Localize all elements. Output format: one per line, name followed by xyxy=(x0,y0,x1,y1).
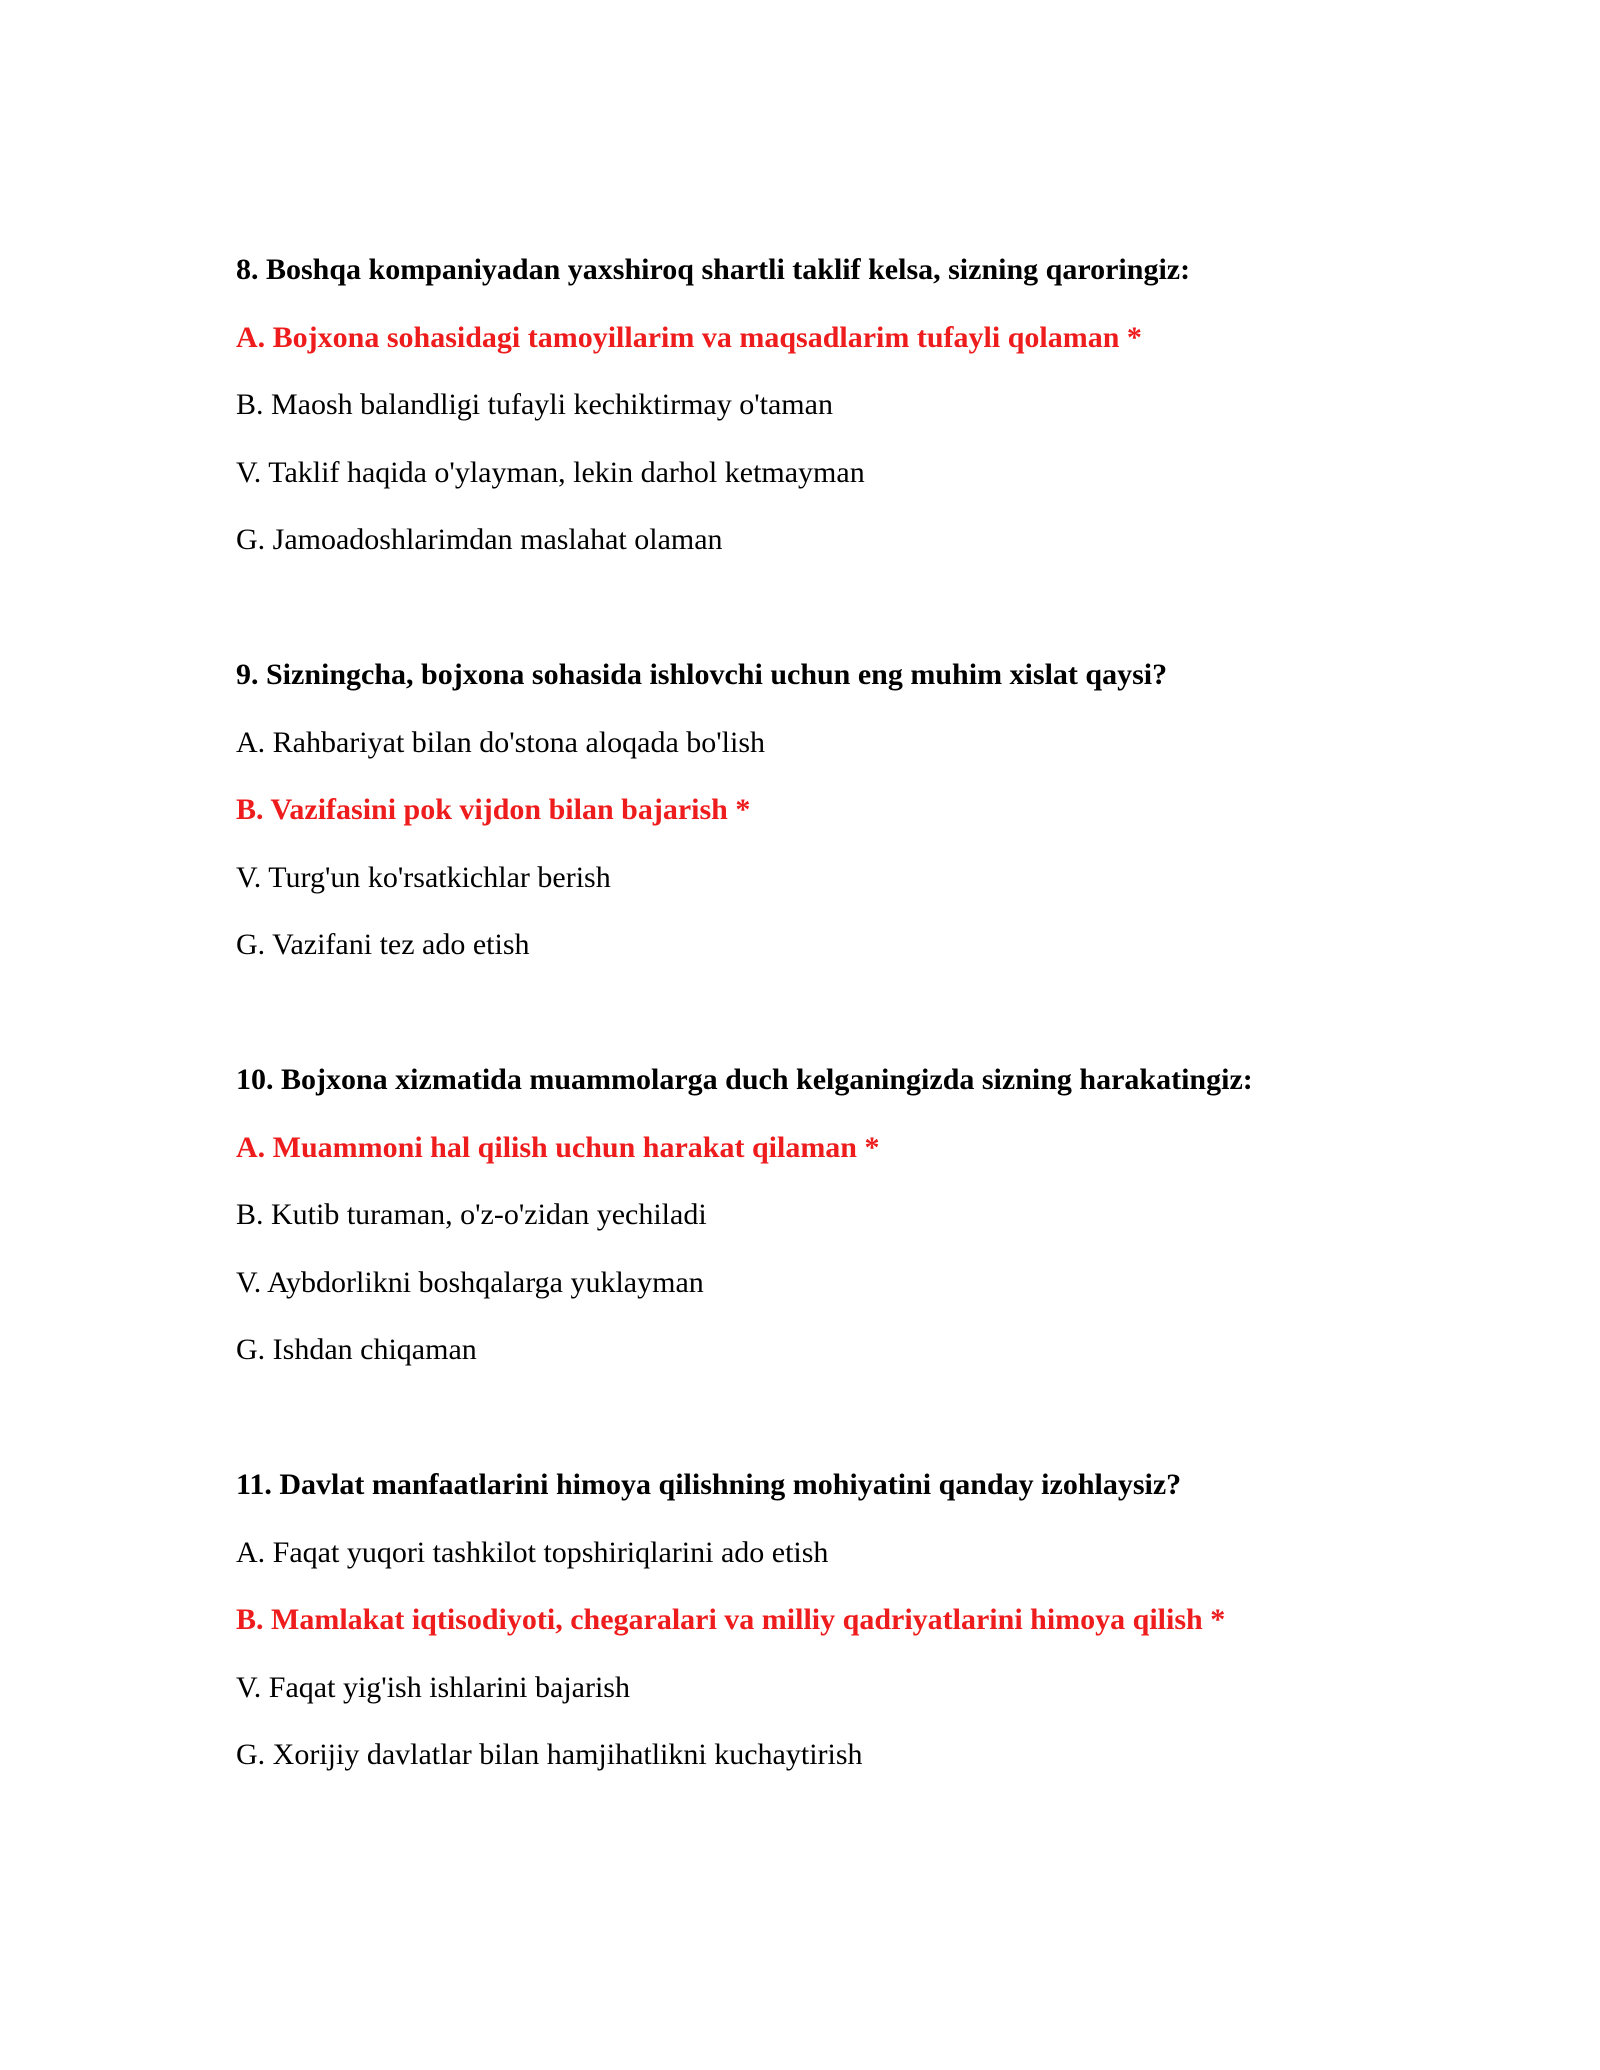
question-text: 8. Boshqa kompaniyadan yaxshiroq shartli taklif kelsa, sizning qaroringiz: xyxy=(236,253,1191,286)
option-b: B. Kutib turaman, o'z-o'zidan yechiladi xyxy=(236,1198,707,1231)
option-v: V. Faqat yig'ish ishlarini bajarish xyxy=(236,1670,630,1704)
question-text: 10. Bojxona xizmatida muammolarga duch kelganingizda sizning harakatingiz: xyxy=(236,1063,1253,1096)
option-g: G. Ishdan chiqaman xyxy=(236,1333,477,1366)
option-v: V. Taklif haqida o'ylayman, lekin darhol ketmayman xyxy=(236,455,865,489)
question-block-10 xyxy=(236,1062,1436,1400)
option-b-correct: B. Vazifasini pok vijdon bilan bajarish * xyxy=(236,793,751,826)
option-v: V. Turg'un ko'rsatkichlar berish xyxy=(236,860,611,894)
option-b: B. Maosh balandligi tufayli kechiktirmay o'taman xyxy=(236,388,833,421)
option-g: G. Vazifani tez ado etish xyxy=(236,928,530,961)
option-a-correct: A. Bojxona sohasidagi tamoyillarim va maqsadlarim tufayli qolaman * xyxy=(236,320,1142,354)
question-text: 9. Sizningcha, bojxona sohasida ishlovchi uchun eng muhim xislat qaysi? xyxy=(236,658,1168,691)
option-a-correct: A. Muammoni hal qilish uchun harakat qilaman * xyxy=(236,1130,880,1164)
option-g: G. Jamoadoshlarimdan maslahat olaman xyxy=(236,523,723,556)
option-a: A. Rahbariyat bilan do'stona aloqada bo'lish xyxy=(236,725,766,759)
question-text: 11. Davlat manfaatlarini himoya qilishning mohiyatini qanday izohlaysiz? xyxy=(236,1468,1182,1501)
option-v: V. Aybdorlikni boshqalarga yuklayman xyxy=(236,1265,704,1299)
option-a: A. Faqat yuqori tashkilot topshiriqlarini ado etish xyxy=(236,1535,829,1569)
option-g: G. Xorijiy davlatlar bilan hamjihatlikni kuchaytirish xyxy=(236,1738,863,1771)
question-block-8 xyxy=(236,252,1436,590)
question-block-9 xyxy=(236,657,1436,995)
question-block-11 xyxy=(236,1467,1436,1805)
option-b-correct: B. Mamlakat iqtisodiyoti, chegaralari va milliy qadriyatlarini himoya qilish * xyxy=(236,1603,1226,1636)
